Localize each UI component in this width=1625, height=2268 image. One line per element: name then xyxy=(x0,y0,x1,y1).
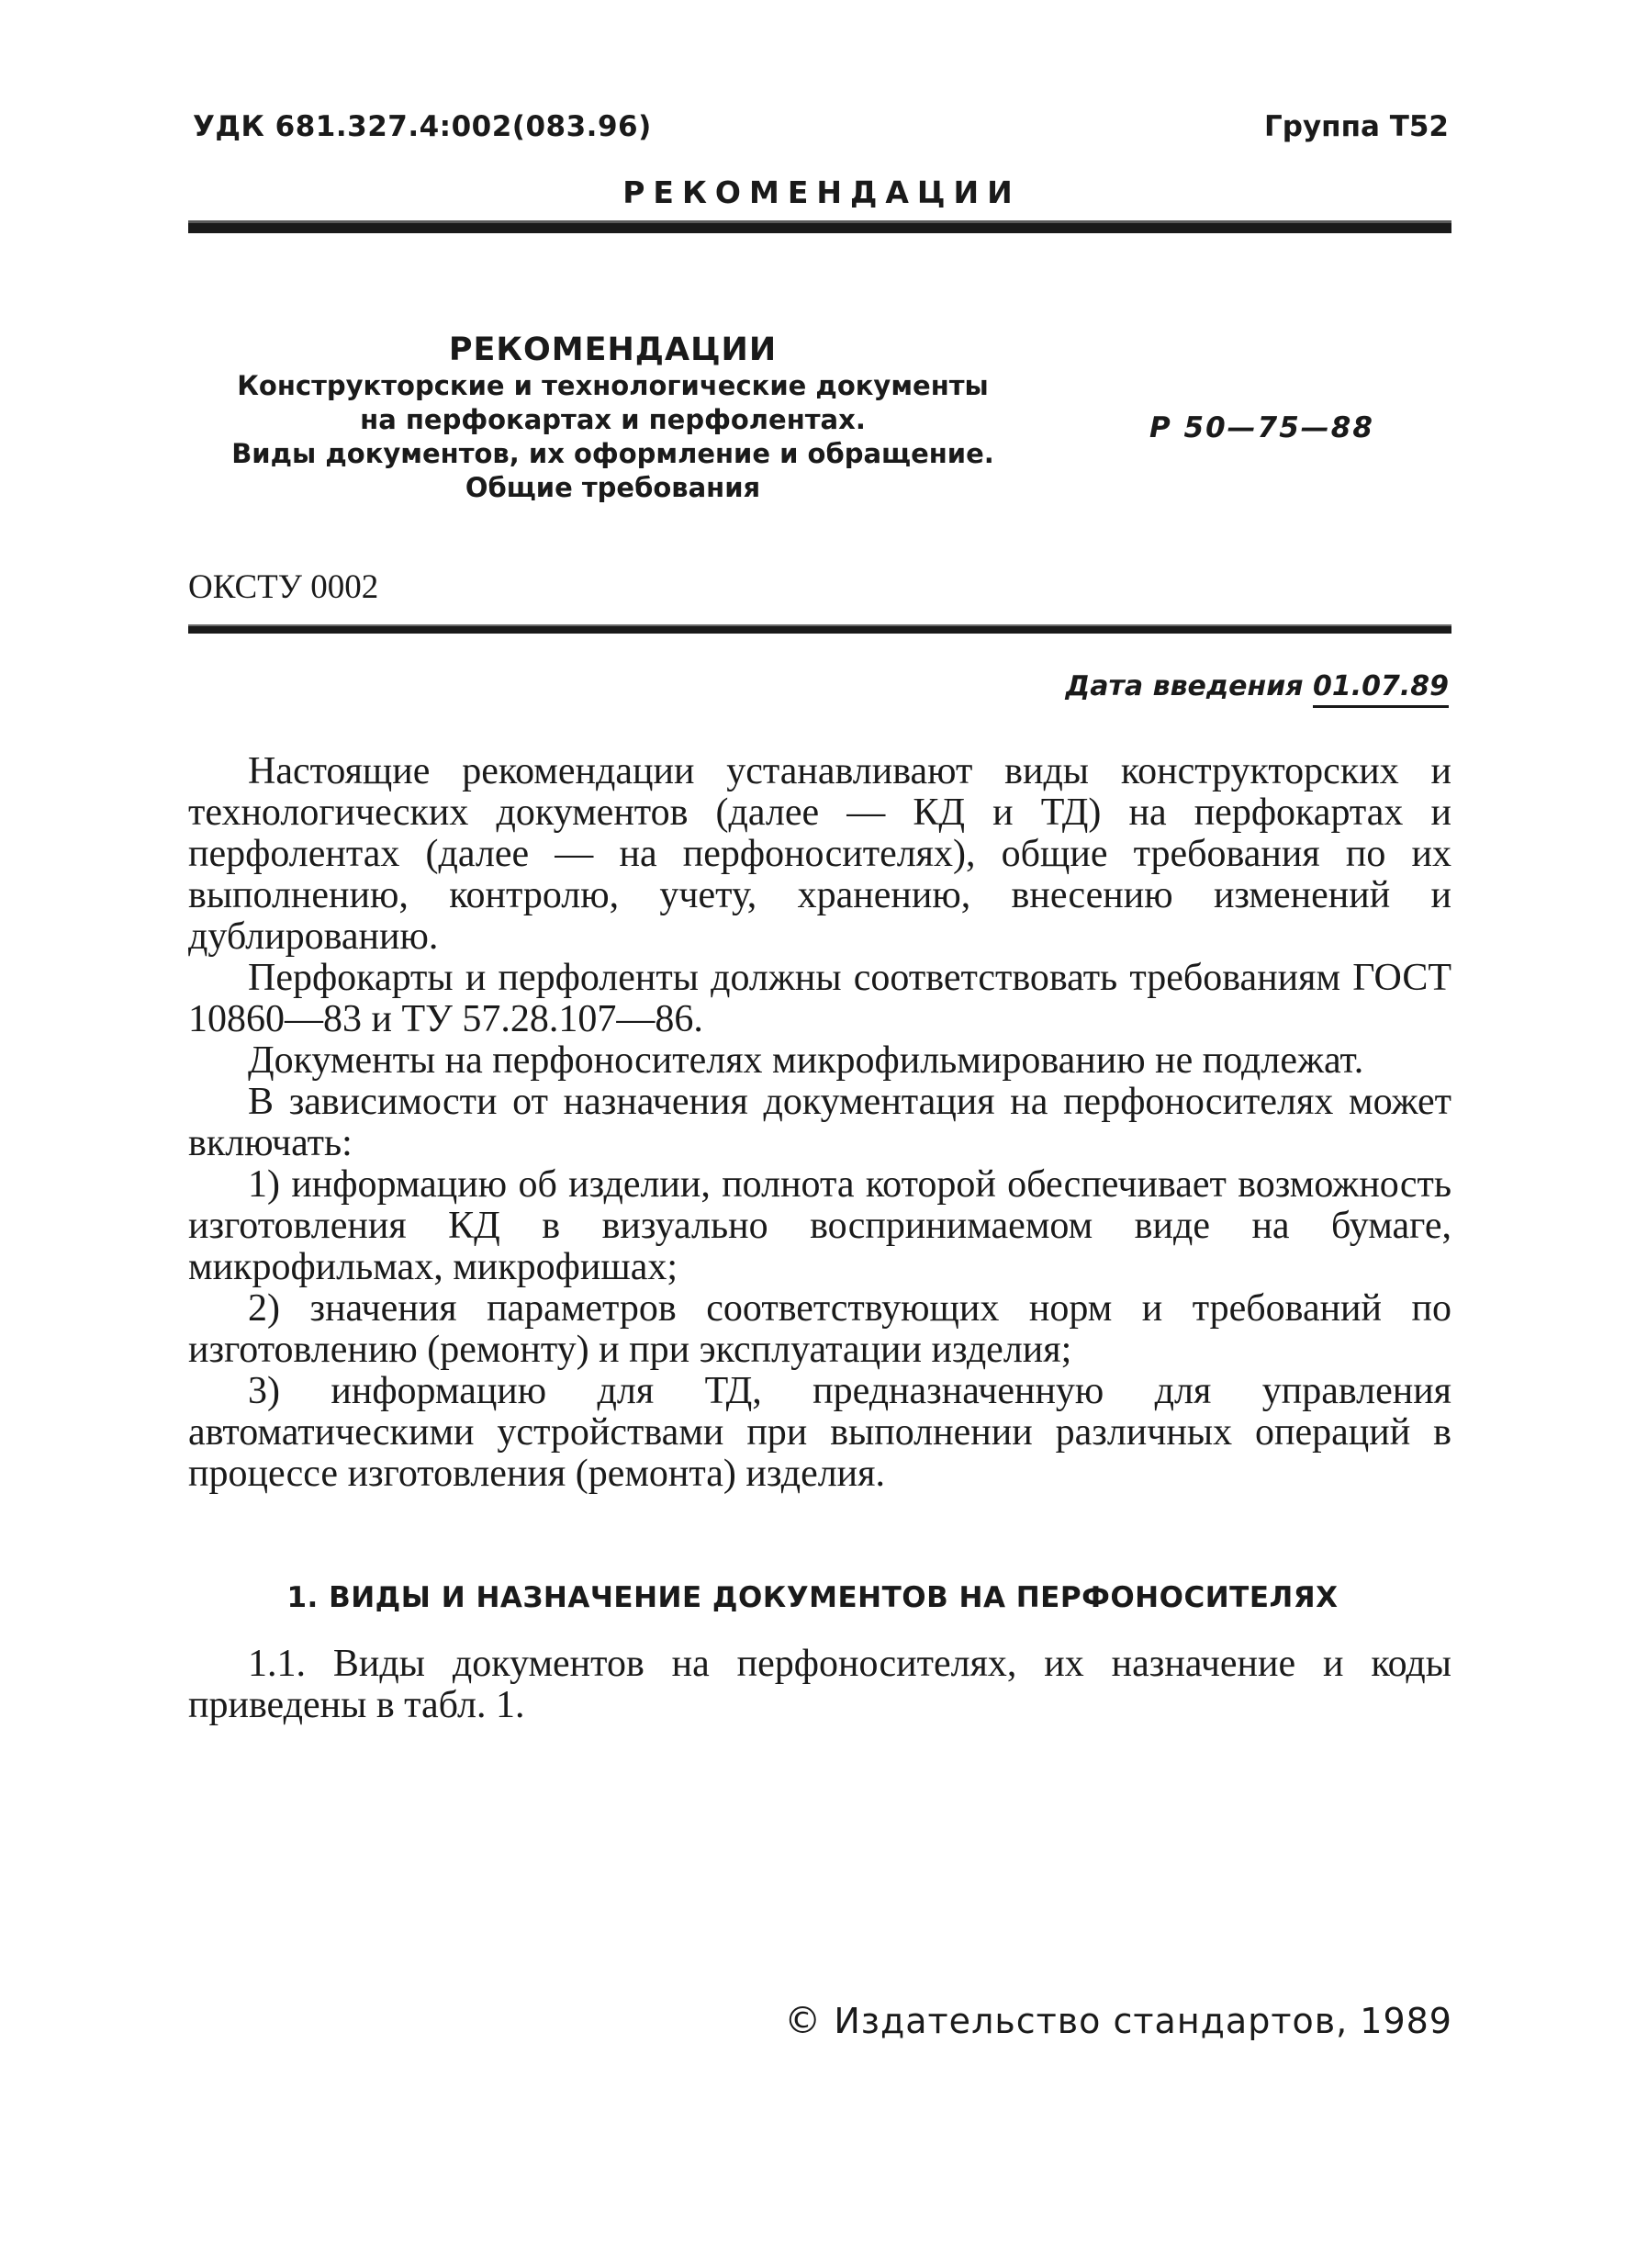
list-item: 2) значения параметров соответствующих норм и требований по изготовлению (ремонту) и при эксплуатации изделия; xyxy=(188,1287,1451,1371)
document-kind-heading: РЕКОМЕНДАЦИИ xyxy=(622,174,1021,210)
paragraph: Документы на перфоносителях микрофильмированию не подлежат. xyxy=(248,1039,1364,1082)
title-line: на перфокартах и перфолентах. xyxy=(360,404,866,435)
introduction-date xyxy=(1066,670,1449,702)
section-rule xyxy=(188,624,1451,634)
copyright-text: Издательство стандартов, 1989 xyxy=(834,2001,1452,2041)
title-line: Конструкторские и технологические документы xyxy=(237,370,989,401)
content-list xyxy=(188,1164,1451,1495)
title-block xyxy=(220,331,1005,505)
list-item: 1) информацию об изделии, полнота которой обеспечивает возможность изготовления КД в визуально воспринимаемом виде на бумаге, микрофильмах, микрофишах; xyxy=(188,1163,1451,1288)
section-body xyxy=(188,1644,1451,1726)
paragraph: Перфокарты и перфоленты должны соответствовать требованиям ГОСТ 10860—83 и ТУ 57.28.107—86. xyxy=(188,957,1451,1040)
group-code: Группа Т52 xyxy=(1264,110,1449,143)
header-rule xyxy=(188,220,1451,233)
title-line: Виды документов, их оформление и обращение. xyxy=(231,438,994,469)
paragraph: 1.1. Виды документов на перфоносителях, их назначение и коды приведены в табл. 1. xyxy=(188,1643,1451,1726)
paragraph: В зависимости от назначения документация на перфоносителях может включать: xyxy=(188,1081,1451,1164)
section-heading: 1. ВИДЫ И НАЗНАЧЕНИЕ ДОКУМЕНТОВ НА ПЕРФОНОСИТЕЛЯХ xyxy=(286,1581,1339,1614)
copyright-icon: © xyxy=(784,2000,823,2042)
title-main: РЕКОМЕНДАЦИИ xyxy=(448,331,778,368)
introduction-date-value: 01.07.89 xyxy=(1313,670,1449,708)
body-text xyxy=(188,751,1451,1495)
udk-code: УДК 681.327.4:002(083.96) xyxy=(193,110,652,143)
okstu-code: ОКСТУ 0002 xyxy=(188,568,379,606)
introduction-date-label: Дата введения xyxy=(1065,670,1304,702)
paragraph: Настоящие рекомендации устанавливают виды конструкторских и технологических документов (далее — КД и ТД) на перфокартах и перфолентах (далее — на перфоносителях), общие требования по их выполнению, контролю, учету, хранению, внесению изменений и дублированию. xyxy=(188,750,1451,958)
title-line: Общие требования xyxy=(465,472,761,503)
list-item: 3) информацию для ТД, предназначенную для управления автоматическими устройствами при выполнении различных операций в процессе изготовления (ремонта) изделия. xyxy=(188,1370,1451,1495)
copyright-notice xyxy=(784,2000,1452,2042)
document-designation: Р 50—75—88 xyxy=(1149,411,1374,444)
